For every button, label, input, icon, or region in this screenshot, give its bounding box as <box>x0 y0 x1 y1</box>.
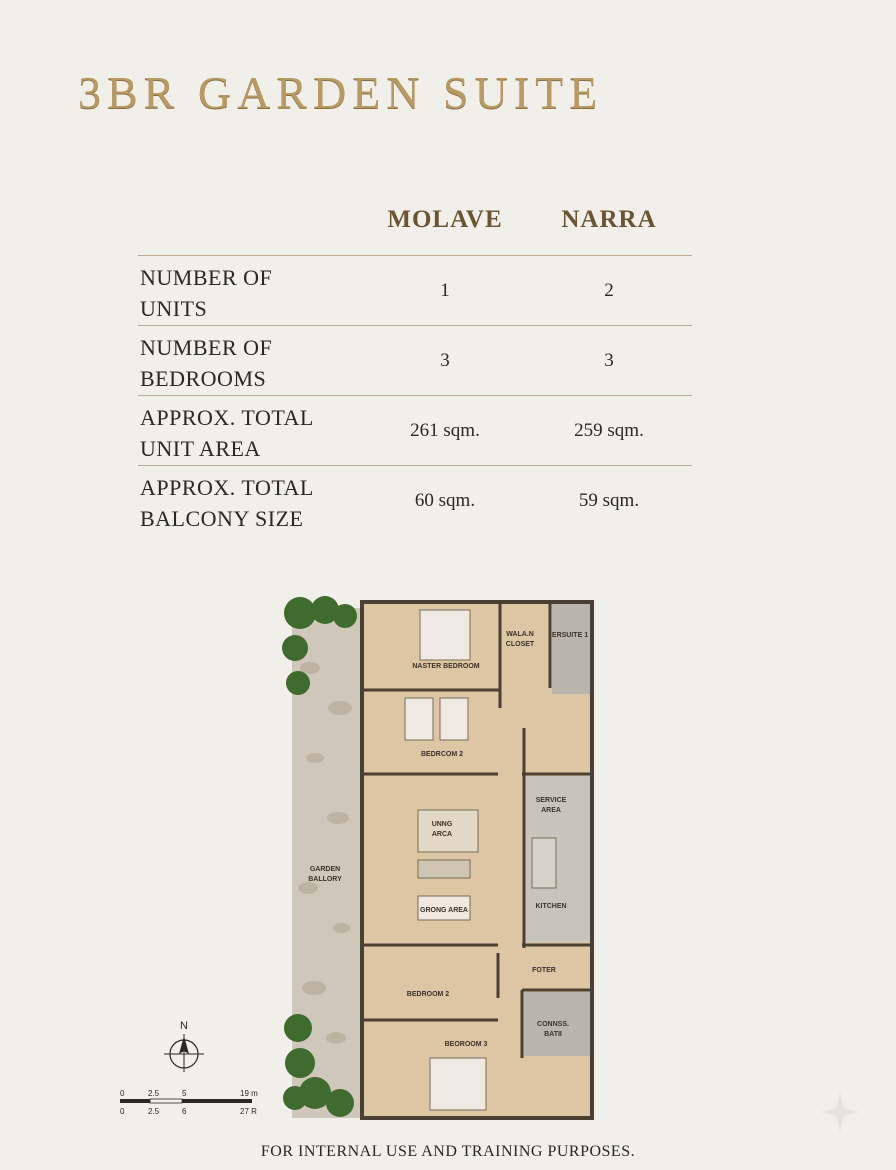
row-label <box>140 262 350 324</box>
table-row <box>138 255 692 325</box>
row-label <box>140 402 350 464</box>
scale-label: 2.5 <box>148 1107 160 1116</box>
room-label-bedroom2: BEDRCOM 2 <box>420 751 464 758</box>
row-label <box>140 472 350 534</box>
row-label-line: APPROX. TOTAL <box>140 405 314 430</box>
room-label-living: UNNG <box>431 821 453 828</box>
master-bed <box>420 610 470 660</box>
row-label-line: BEDROOMS <box>140 366 267 391</box>
sparkle-icon <box>818 1090 862 1134</box>
spec-table <box>138 200 692 535</box>
scale-label: 5 <box>182 1089 187 1098</box>
bed <box>440 698 468 740</box>
room-label-bedroom3: BEOROOM 3 <box>444 1041 488 1048</box>
room-label-service: AREA <box>541 807 561 814</box>
room-label-walkin: WALA.N <box>506 631 534 638</box>
column-headers <box>138 200 692 255</box>
scale-label: 0 <box>120 1107 125 1116</box>
molave-value: 1 <box>440 280 450 301</box>
scale-label: 19 m <box>240 1089 258 1098</box>
bed <box>430 1058 486 1110</box>
narra-value: 2 <box>604 280 614 301</box>
molave-value: 3 <box>440 350 450 371</box>
table-row <box>138 325 692 395</box>
room-label-bedroom2-lower: BEDROOM 2 <box>406 991 450 998</box>
room-label-service: SERVICE <box>535 797 567 804</box>
column-header-molave: MOLAVE <box>387 206 503 233</box>
room-label-kitchen: KITCHEN <box>535 903 567 910</box>
ensuite-floor <box>552 604 590 694</box>
scale-label: 2.5 <box>148 1089 160 1098</box>
room-label-walkin: CLOSET <box>505 641 535 648</box>
kitchen-island <box>532 838 556 888</box>
row-label-line: NUMBER OF <box>140 335 273 360</box>
column-header-narra: NARRA <box>561 206 657 233</box>
compass-label: N <box>180 1020 188 1032</box>
scale-bar <box>116 1088 266 1118</box>
molave-value: 60 sqm. <box>414 490 476 511</box>
row-label-line: NUMBER OF <box>140 265 273 290</box>
row-label-line: APPROX. TOTAL <box>140 475 314 500</box>
row-label-line: BALCONY SIZE <box>140 506 304 531</box>
room-label-master-bedroom: NASTER BEDROOM <box>412 663 480 670</box>
room-label-common-bath: BATII <box>544 1031 562 1038</box>
floor-plan <box>270 588 600 1128</box>
narra-value: 259 sqm. <box>574 420 644 441</box>
compass-icon <box>158 1018 210 1072</box>
room-label-garden: GARDEN <box>309 866 341 873</box>
room-label-ensuite: ERSUITE 1 <box>551 632 589 639</box>
room-label-foyer: FOTER <box>532 967 556 974</box>
narra-value: 59 sqm. <box>578 490 640 511</box>
molave-value: 261 sqm. <box>410 420 480 441</box>
page-title: 3BR GARDEN SUITE <box>78 67 604 118</box>
room-label-dining: GRONG AREA <box>420 907 468 914</box>
room-label-garden: BALLORY <box>308 876 342 883</box>
sofa <box>418 860 470 878</box>
bed <box>405 698 433 740</box>
row-label-line: UNIT AREA <box>140 436 261 461</box>
table-row <box>138 465 692 535</box>
scale-label: 6 <box>182 1107 187 1116</box>
row-label-line: UNITS <box>140 296 208 321</box>
scale-label: 27 R <box>240 1107 257 1116</box>
table-row <box>138 395 692 465</box>
room-label-common-bath: CONNSS. <box>537 1021 569 1028</box>
row-label <box>140 332 350 394</box>
narra-value: 3 <box>604 350 614 371</box>
footer-note: FOR INTERNAL USE AND TRAINING PURPOSES. <box>260 1143 636 1160</box>
scale-label: 0 <box>120 1089 125 1098</box>
room-label-living: ARCA <box>431 831 453 838</box>
